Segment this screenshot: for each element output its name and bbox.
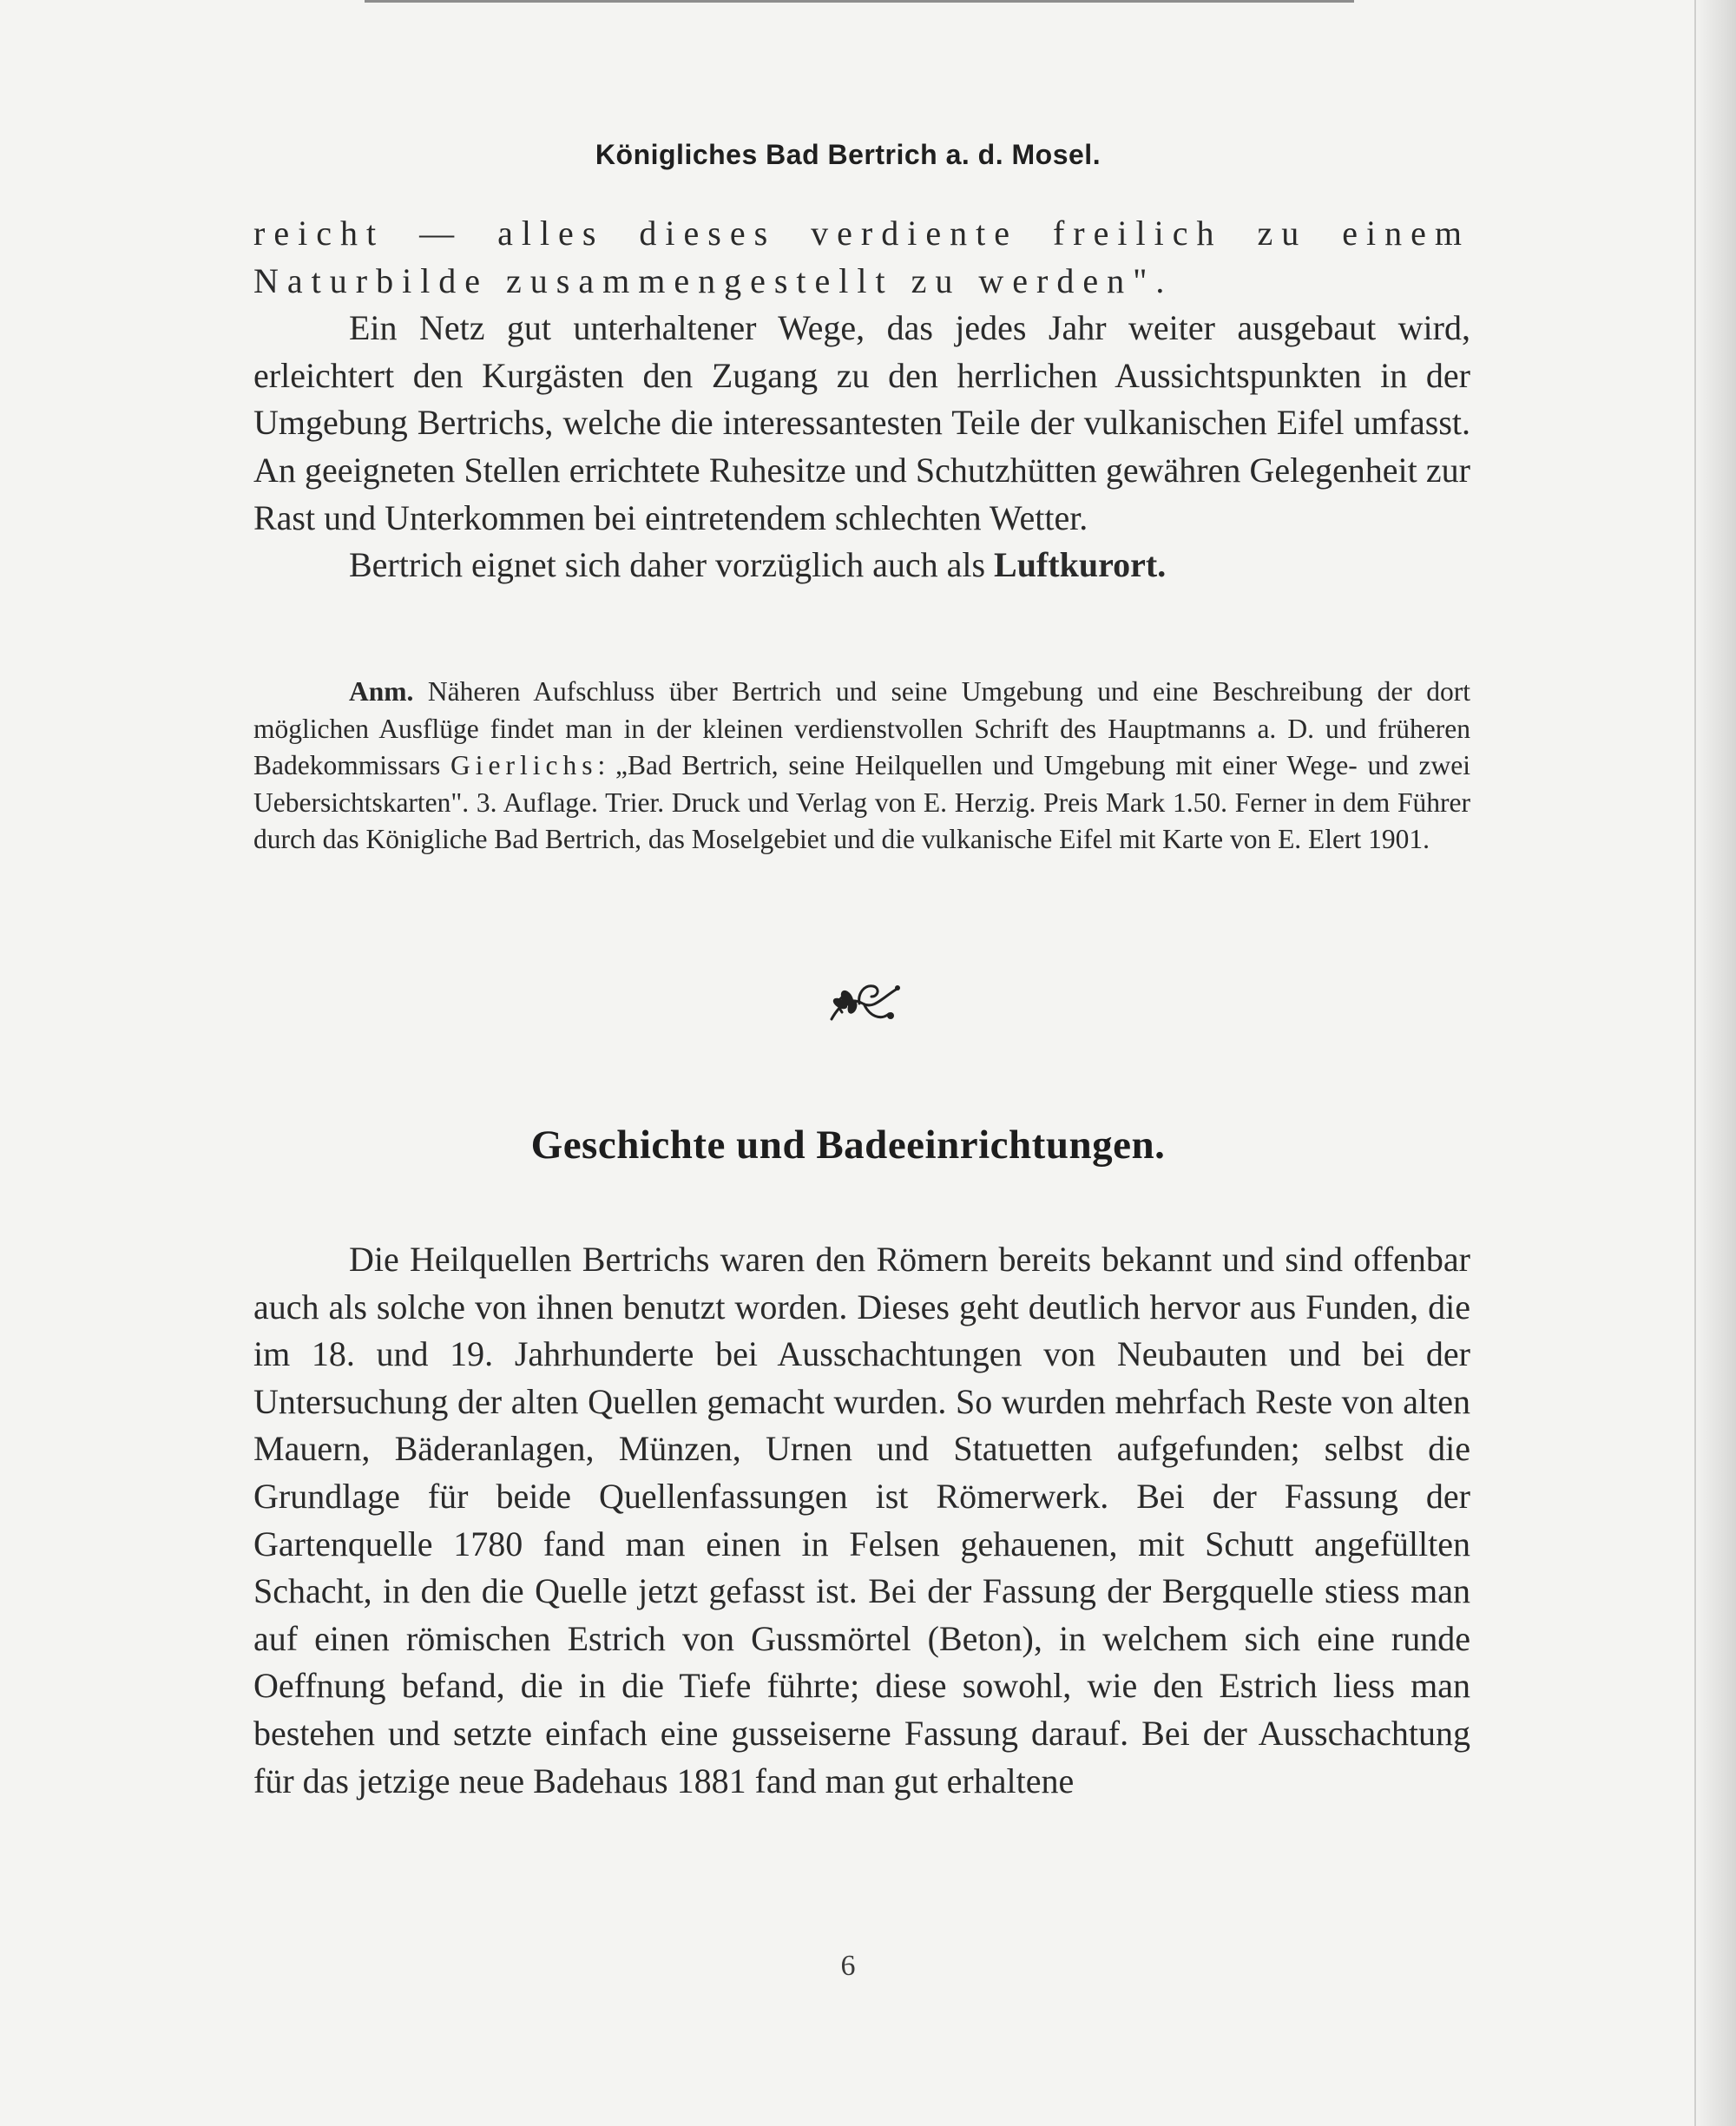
luftkurort-text: Bertrich eignet sich daher vorzüglich auch als xyxy=(349,545,995,585)
running-title: Königliches Bad Bertrich a. d. Mosel. xyxy=(595,139,1101,170)
paragraph-paths: Ein Netz gut unterhaltener Wege, das jedes Jahr weiter ausgebaut wird, erleichtert den Kurgästen den Zugang zu den herrlichen Aussichtspunkten in der Umgebung Bertrichs, welche die interessantesten Teile der vulkanischen Eifel umfasst. An geeigneten Stellen errichtete Ruhesitze und Schutzhütten gewähren Gelegenheit zur Rast und Unterkommen bei eintretendem schlechten Wetter. xyxy=(253,308,1470,537)
luftkurort-bold: Luftkurort. xyxy=(994,545,1167,585)
footnote-block xyxy=(253,674,1470,859)
section-title: Geschichte und Badeeinrichtungen. xyxy=(530,1122,1166,1168)
page-number: 6 xyxy=(840,1950,856,1982)
upper-text-block xyxy=(253,210,1470,589)
floral-ornament-icon xyxy=(825,977,903,1028)
continuation-line: reicht — alles dieses verdiente freilich zu einem Naturbilde zusammengestellt zu werden". xyxy=(253,214,1470,300)
paragraph-luftkurort xyxy=(253,542,1470,589)
footnote-text-1: Näheren Aufschluss über Bertrich und seine Umgebung und eine Beschreibung der dort möglichen Ausflüge findet man in der kleinen verdienstvollen Schrift des Hauptmanns a. D. und früheren Badekommissars xyxy=(253,676,1470,781)
footnote-text-2: : „Bad Bertrich, seine Heilquellen und Umgebung mit einer Wege- und zwei Uebersichtskarten". 3. Auflage. Trier. Druck und Verlag von E. Herzig. Preis Mark 1.50. Ferner in dem Führer durch das Königliche Bad Bertrich, das Moselgebiet und die vulkanische Eifel mit Karte von E. Elert 1901. xyxy=(253,750,1470,855)
top-rule xyxy=(365,0,1354,3)
footnote-label: Anm. xyxy=(349,676,414,707)
history-text-block xyxy=(253,1236,1470,1805)
footnote xyxy=(253,674,1470,859)
page-edge-shadow xyxy=(1694,0,1736,2126)
paragraph-history: Die Heilquellen Bertrichs waren den Römern bereits bekannt und sind offenbar auch als solche von ihnen benutzt worden. Dieses geht deutlich hervor aus Funden, die im 18. und 19. Jahrhunderte bei Ausschachtungen von Neubauten und bei der Untersuchung der alten Quellen gemacht wurden. So wurden mehrfach Reste von alten Mauern, Bäderanlagen, Münzen, Urnen und Statuetten aufgefunden; selbst die Grundlage für beide Quellenfassungen ist Römerwerk. Bei der Fassung der Gartenquelle 1780 fand man einen in Felsen gehauenen, mit Schutt angefüllten Schacht, in den die Quelle jetzt gefasst ist. Bei der Fassung der Bergquelle stiess man auf einen römischen Estrich von Gussmörtel (Beton), in welchem sich eine runde Oeffnung befand, die in die Tiefe führte; diese sowohl, wie den Estrich liess man bestehen und setzte einfach eine gusseiserne Fassung darauf. Bei der Ausschachtung für das jetzige neue Badehaus 1881 fand man gut erhaltene xyxy=(253,1240,1470,1800)
footnote-author: Gierlichs xyxy=(450,750,598,781)
